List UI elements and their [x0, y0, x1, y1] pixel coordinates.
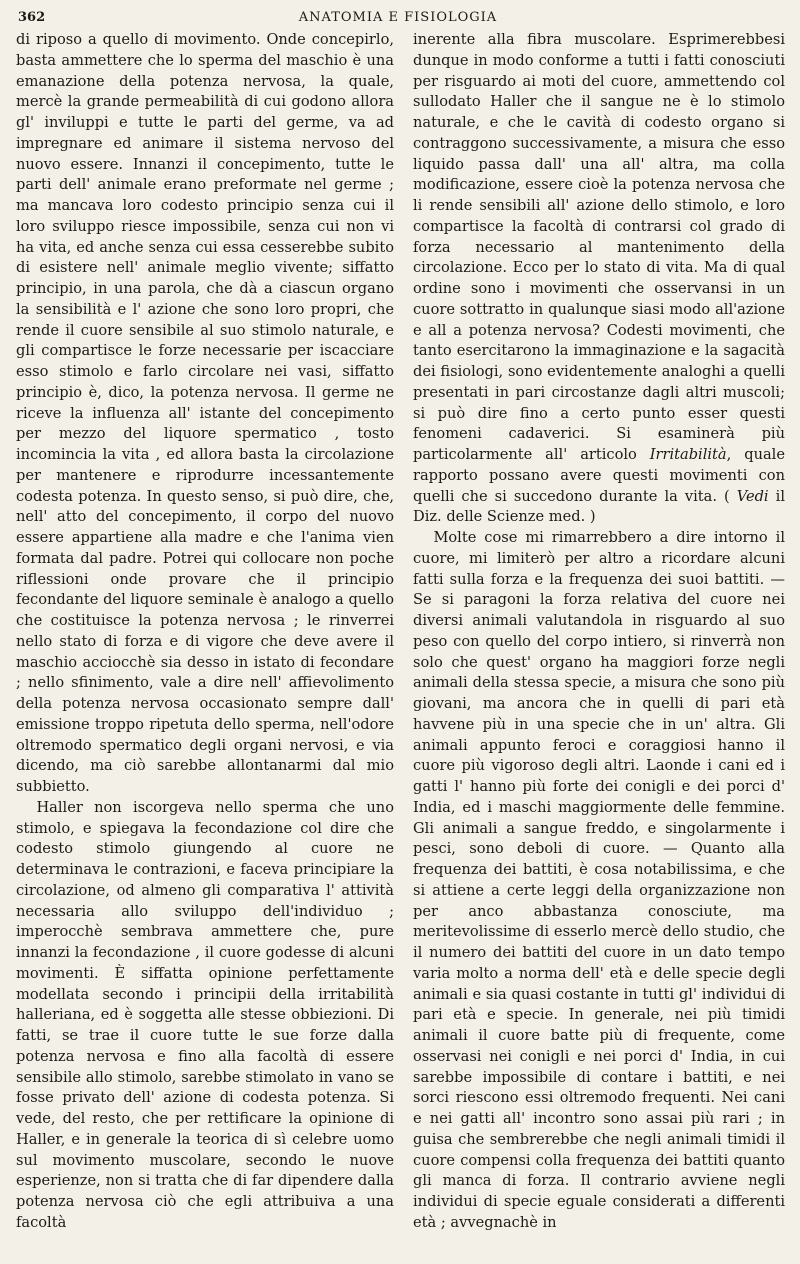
italic-term: Irritabilità — [649, 446, 727, 463]
running-head: ANATOMIA E FISIOLOGIA — [298, 10, 498, 25]
paragraph: di riposo a quello di movimento. Onde concepirlo, basta ammettere che lo sperma del maschio è una emanazione della potenza nervosa, la quale, mercè la grande permeabilità di cui godono allora gl' inviluppi e tutte le parti del germe, va ad impregnare ed animare il sistema nervoso del nuovo essere. Innanzi il concepimento, tutte le parti dell' animale erano preformate nel germe ; ma mancava loro codesto principio senza cui il loro sviluppo riesce impossibile, senza cui non vi ha vita, ed anche senza cui essa cesserebbe subito di esistere nell' animale meglio vivente; siffatto principio, in una parola, che dà a ciascun organo la sensibilità e l' azione che sono loro propri, che rende il cuore sensibile al suo stimolo naturale, e gli compartisce le forze necessarie per iscacciare esso stimolo e farlo circolare nei vasi, siffatto principio è, dico, la potenza nervosa. Il germe ne riceve la influenza all' istante del concepimento per mezzo del liquore spermatico , tosto incomincia la vita , ed allora basta la circolazione per mantenere e riprodurre incessantemente codesta potenza. In questo senso, si può dire, che, nell' atto del concepimento, il corpo del nuovo essere appartiene alla madre e che l'anima vien formata dal padre. Potrei qui collocare non poche riflessioni onde provare che il principio fecondante del liquore seminale è analogo a quello che costituisce la potenza nervosa ; le rinverrei nello stato di forza e di vigore che deve avere il maschio acciocchè sia desso in istato di fecondare ; nello sfinimento, vale a dire nell' affievolimento della potenza nervosa occasionato sempre dall' emissione troppo ripetuta dello sperma, nell'odore oltremodo spermatico degli organi nervosi, e via dicendo, ma ciò sarebbe allontanarmi dal mio subbietto. — [16, 31, 394, 795]
italic-term: Vedi — [736, 487, 769, 505]
text-run: , quale rapporto possano avere questi movimenti con quelli che si succedono durante la vita. ( — [413, 446, 785, 505]
right-column — [413, 30, 785, 1256]
page-header — [18, 6, 778, 28]
page-number: 362 — [18, 10, 46, 25]
text-run: il Diz. delle Scienze med. ) — [413, 487, 785, 526]
text-run: inerente alla fibra muscolare. Esprimerebbesi dunque in modo conforme a tutti i fatti conosciuti per risguardo ai moti del cuore, ammettendo col sullodato Haller che il sangue ne è lo stimolo naturale, e che le cavità di codesto organo si contraggono successivamente, a misura che esso liquido passa dall' una all' altra, ma colla modificazione, essere cioè la potenza nervosa che li rende sensibili all' azione dello stimolo, e loro compartisce la facoltà di contrarsi col grado di forza necessario al mantenimento della circolazione. Ecco per lo stato di vita. Ma di qual ordine sono i movimenti che osservansi in un cuore sottratto in qualunque siasi modo all'azione e all a potenza nervosa? Codesti movimenti, che tanto esercitarono la immaginazione e la sagacità dei fisiologi, sono evidentemente analoghi a quelli presentati in pari circostanze dagli altri muscoli; si può dire fino a certo punto esser questi fenomeni cadaverici. Si esaminerà più particolarmente all' articolo — [413, 31, 785, 463]
left-column — [16, 30, 394, 1256]
paragraph: Molte cose mi rimarrebbero a dire intorno il cuore, mi limiterò per altro a ricordare alcuni fatti sulla forza e la frequenza dei suoi battiti. — Se si paragoni la forza relativa del cuore nei diversi animali valutandola in risguardo al suo peso con quello del corpo intiero, si rinverrà non solo che quest' organo ha maggiori forze negli animali della stessa specie, a misura che sono più giovani, ma ancora che in quelli di pari età havvene più in una specie che in un' altra. Gli animali appunto feroci e coraggiosi hanno il cuore più vigoroso degli altri. Laonde i cani ed i gatti l' hanno più forte dei conigli e dei porci d' India, ed i maschi maggiormente delle femmine. Gli animali a sangue freddo, e singolarmente i pesci, sono deboli di cuore. — Quanto alla frequenza dei battiti, è cosa notabilissima, e che si attiene a certe leggi della organizzazione non per anco abbastanza conosciute, ma meritevolissime di esserlo mercè dello studio, che il numero dei battiti del cuore in un dato tempo varia molto a norma dell' età e delle specie degli animali e sia quasi costante in tutti gl' individui di pari età e specie. In generale, nei più timidi animali il cuore batte più di frequente, come osservasi nei conigli e nei porci d' India, in cui sarebbe impossibile di contare i battiti, e nei sorci riescono essi oltremodo frequenti. Nei cani e nei gatti all' incontro sono assai più rari ; in guisa che sembrerebbe che negli animali timidi il cuore compensi colla frequenza dei battiti quanto gli manca di forza. Il contrario avviene negli individui di specie eguale considerati a differenti età ; avvegnachè in — [413, 529, 785, 1231]
paragraph: Haller non iscorgeva nello sperma che uno stimolo, e spiegava la fecondazione col dire che codesto stimolo giungendo al cuore ne determinava le contrazioni, e faceva principiare la circolazione, od almeno gli comparativa l' attività necessaria allo sviluppo dell'individuo ; imperocchè sembrava ammettere che, pure innanzi la fecondazione , il cuore godesse di alcuni movimenti. È siffatta opinione perfettamente modellata secondo i principii della irritabilità halleriana, ed è soggetta alle stesse obbiezioni. Di fatti, se trae il cuore tutte le sue forze dalla potenza nervosa e fino alla facoltà di essere sensibile allo stimolo, sarebbe stimolato in vano se fosse privato dell' azione di codesta potenza. Si vede, del resto, che per rettificare la opinione di Haller, e in generale la teorica di sì celebre uomo sul movimento muscolare, secondo le nuove esperienze, non si tratta che di far dipendere dalla potenza nervosa ciò che egli attribuiva a una facoltà — [16, 798, 394, 1231]
paragraph — [413, 30, 785, 528]
